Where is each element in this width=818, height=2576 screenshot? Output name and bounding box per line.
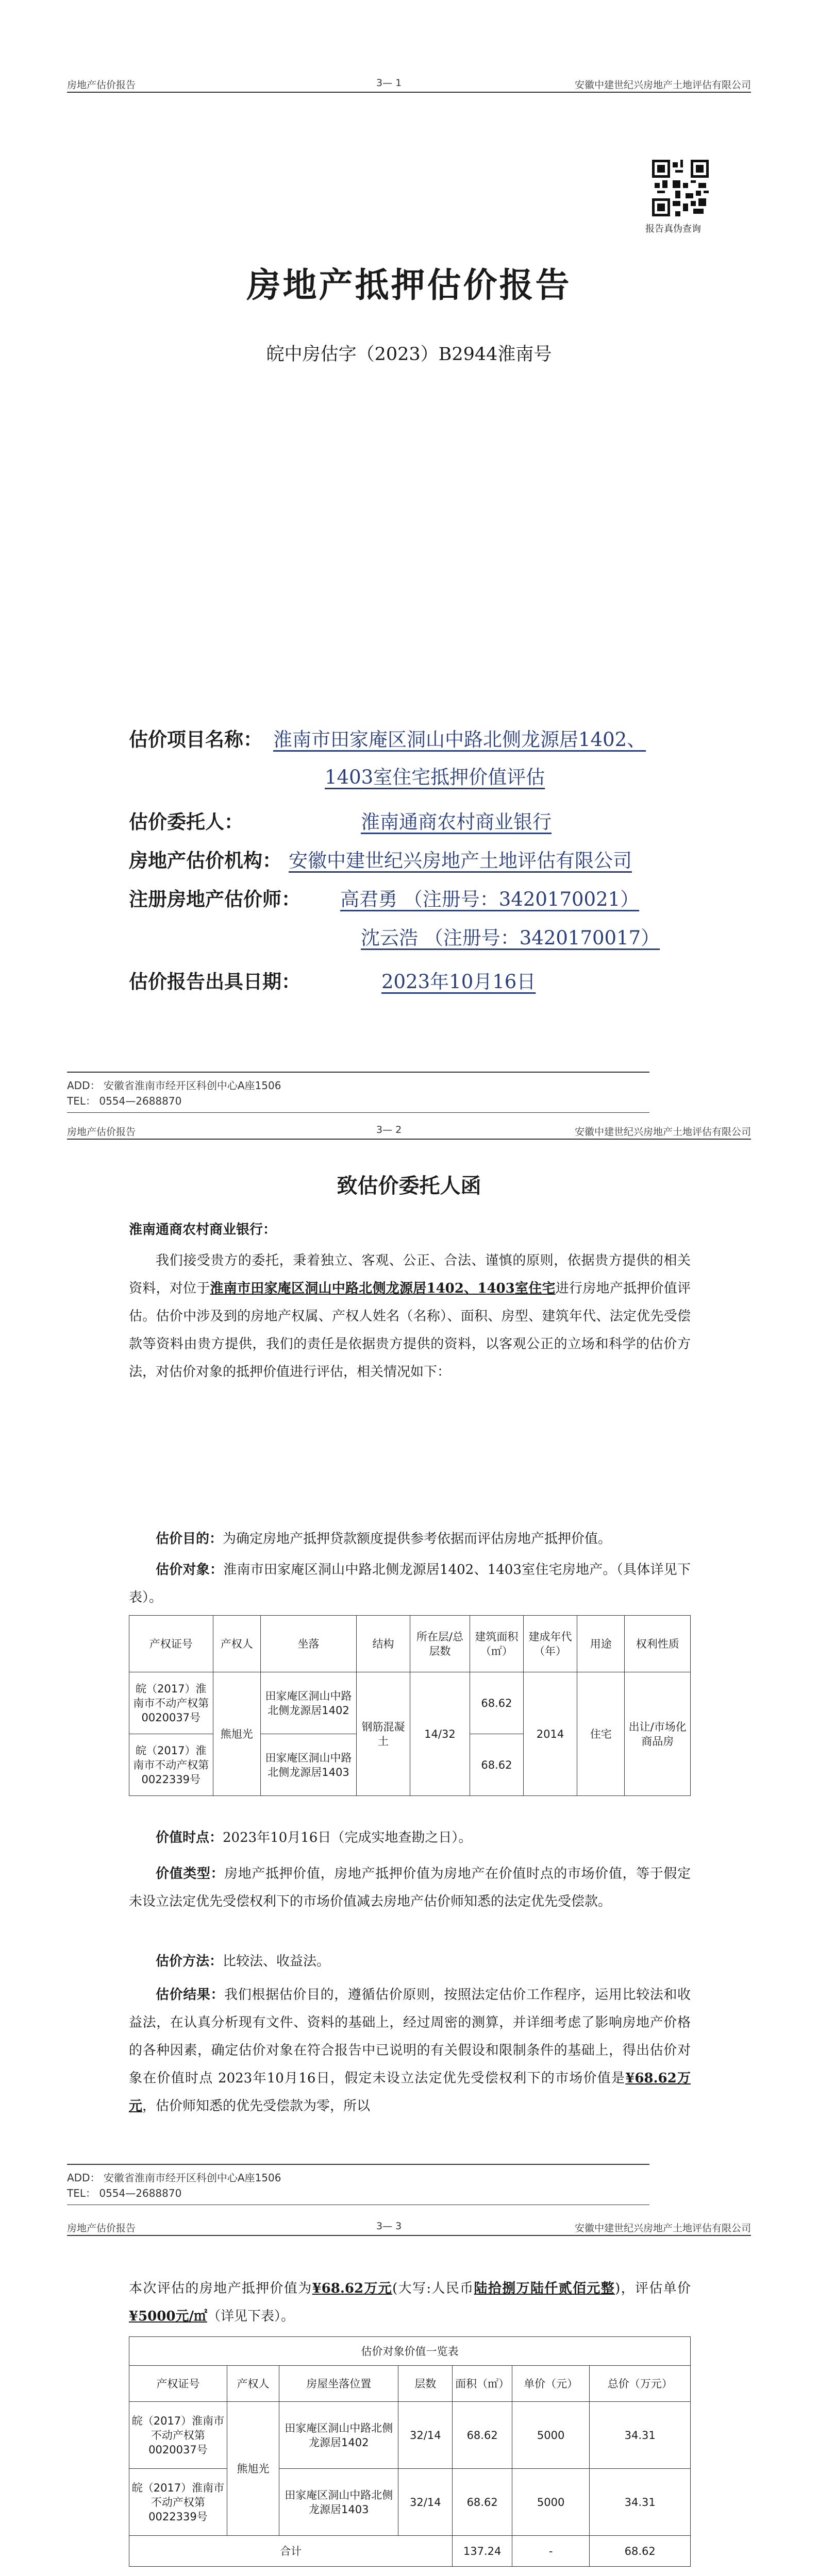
value-table-title: 估价对象价值一览表 — [129, 2337, 691, 2366]
header-page-number: 3— 1 — [376, 77, 402, 89]
header-company: 安徽中建世纪兴房地产土地评估有限公司 — [574, 2223, 751, 2234]
cell-cert: 皖（2017）淮南市不动产权第0020037号 — [129, 1672, 213, 1734]
footer-address: ADD： 安徽省淮南市经开区科创中心A座1506 — [67, 1079, 281, 1092]
cell-sum-total: 68.62 — [590, 2536, 691, 2567]
document-number: 皖中房估字（2023）B2944淮南号 — [266, 344, 552, 365]
cell-sum-price: - — [512, 2536, 590, 2567]
th-location: 房屋坐落位置 — [279, 2366, 398, 2402]
cell-price: 5000 — [512, 2402, 590, 2469]
cell-cert: 皖（2017）淮南市不动产权第0022339号 — [129, 1734, 213, 1796]
header-company: 安徽中建世纪兴房地产土地评估有限公司 — [574, 1126, 751, 1138]
th-area: 建筑面积（㎡） — [470, 1616, 523, 1672]
agency-value: 安徽中建世纪兴房地产土地评估有限公司 — [289, 850, 632, 872]
result-value: ¥68.62万元 — [129, 2071, 691, 2114]
th-nature: 权利性质 — [625, 1616, 691, 1672]
date-label: 估价报告出具日期： — [129, 970, 301, 993]
value-summary-paragraph: 本次评估的房地产抵押价值为¥68.62万元(大写:人民币陆拾捌万陆仟贰佰元整)，评估单价¥5000元/㎡（详见下表）。 — [129, 2281, 691, 2324]
page-header — [67, 2219, 751, 2236]
cell-floor: 32/14 — [398, 2402, 453, 2469]
cell-location: 田家庵区洞山中路北侧龙源居1402 — [279, 2402, 398, 2469]
cell-owner: 熊旭光 — [213, 1672, 260, 1796]
th-price: 单价（元） — [512, 2366, 590, 2402]
th-cert: 产权证号 — [129, 2366, 227, 2402]
property-location: 淮南市田家庵区洞山中路北侧龙源居1402、1403室住宅 — [210, 1281, 556, 1296]
appraiser-2: 沈云浩 （注册号：3420170017） — [361, 927, 660, 949]
header-left: 房地产估价报告 — [67, 79, 136, 91]
cell-nature: 出让/市场化商品房 — [625, 1672, 691, 1796]
qr-label: 报告真伪查询 — [645, 224, 701, 234]
purpose-paragraph: 估价目的：为确定房地产抵押贷款额度提供参考依据而评估房地产抵押价值。 — [156, 1531, 612, 1547]
page-header — [67, 1123, 751, 1140]
th-floor: 层数 — [398, 2366, 453, 2402]
th-owner: 产权人 — [213, 1616, 260, 1672]
object-paragraph: 估价对象：淮南市田家庵区洞山中路北侧龙源居1402、1403室住宅房地产。（具体详见下表）。 — [129, 1562, 691, 1605]
client-label: 估价委托人： — [129, 810, 243, 833]
cell-floor: 14/32 — [410, 1672, 470, 1796]
project-value-line2: 1403室住宅抵押价值评估 — [325, 766, 545, 788]
cell-sum-area: 137.24 — [453, 2536, 512, 2567]
cell-floor: 32/14 — [398, 2469, 453, 2536]
th-structure: 结构 — [356, 1616, 410, 1672]
cell-owner: 熊旭光 — [227, 2402, 279, 2536]
table-row — [129, 1672, 691, 1734]
cell-cert: 皖（2017）淮南市不动产权第0020037号 — [129, 2402, 227, 2469]
page-footer — [67, 1072, 649, 1109]
table-sum-row — [129, 2536, 691, 2567]
cell-area: 68.62 — [470, 1734, 523, 1796]
method-paragraph: 估价方法：比较法、收益法。 — [156, 1954, 330, 1969]
header-left: 房地产估价报告 — [67, 2223, 136, 2234]
page-footer — [67, 2164, 649, 2201]
result-paragraph: 估价结果：我们根据估价目的，遵循估价原则，按照法定估价工作程序，运用比较法和收益法，在认真分析现有文件、资料的基础上，经过周密的测算，并详细考虑了影响房地产价格的各种因素，确定估价对象在符合报告中已说明的有关假设和限制条件的基础上，得出估价对象在价值时点 2023年10月16日，假定未设立法定优先受偿权利下的市场价值是¥68.62万元，估价师知悉的优先受偿款为零，所以 — [129, 1987, 691, 2114]
th-cert: 产权证号 — [129, 1616, 213, 1672]
unit-price: ¥5000元/㎡ — [129, 2309, 207, 2324]
client-value: 淮南通商农村商业银行 — [361, 811, 552, 833]
project-value-line1: 淮南市田家庵区洞山中路北侧龙源居1402、 — [273, 728, 646, 751]
table-row — [129, 2402, 691, 2469]
table-row — [129, 2469, 691, 2536]
cell-cert: 皖（2017）淮南市不动产权第0022339号 — [129, 2469, 227, 2536]
cell-sum-label: 合计 — [129, 2536, 453, 2567]
th-area: 面积（㎡） — [453, 2366, 512, 2402]
footer-address: ADD： 安徽省淮南市经开区科创中心A座1506 — [67, 2172, 281, 2184]
cell-use: 住宅 — [577, 1672, 625, 1796]
cell-total: 34.31 — [590, 2469, 691, 2536]
letter-title: 致估价委托人函 — [337, 1174, 481, 1198]
value-date-paragraph: 价值时点：2023年10月16日（完成实地查勘之日）。 — [156, 1830, 472, 1845]
letter-paragraph-1: 我们接受贵方的委托，秉着独立、客观、公正、合法、谨慎的原则，依据贵方提供的相关资料，对位于淮南市田家庵区洞山中路北侧龙源居1402、1403室住宅进行房地产抵押价值评估。估价中涉及到的房地产权属、产权人姓名（名称）、面积、房型、建筑年代、法定优先受偿款等资料由贵方提供，我们的责任是依据贵方提供的资料，以客观公正的立场和科学的估价方法，对估价对象的抵押价值进行评估，相关情况如下： — [129, 1253, 691, 1380]
project-label: 估价项目名称： — [129, 728, 262, 751]
footer-tel: TEL： 0554—2688870 — [67, 2187, 182, 2199]
agency-label: 房地产估价机构： — [129, 849, 281, 872]
property-table — [129, 1615, 691, 1796]
cell-area: 68.62 — [453, 2469, 512, 2536]
value-table — [129, 2336, 691, 2567]
cell-area: 68.62 — [453, 2402, 512, 2469]
appraiser-label: 注册房地产估价师： — [129, 888, 301, 910]
value-chinese: 陆拾捌万陆仟贰佰元整 — [474, 2281, 615, 2296]
cell-location: 田家庵区洞山中路北侧龙源居1402 — [260, 1672, 356, 1734]
th-owner: 产权人 — [227, 2366, 279, 2402]
value-number: ¥68.62万元 — [312, 2281, 393, 2296]
th-use: 用途 — [577, 1616, 625, 1672]
cell-location: 田家庵区洞山中路北侧龙源居1403 — [279, 2469, 398, 2536]
th-year: 建成年代（年） — [523, 1616, 577, 1672]
report-title: 房地产抵押估价报告 — [246, 265, 572, 305]
footer-tel: TEL： 0554—2688870 — [67, 1095, 182, 1107]
letter-addressee: 淮南通商农村商业银行： — [129, 1222, 277, 1238]
th-floor: 所在层/总层数 — [410, 1616, 470, 1672]
header-left: 房地产估价报告 — [67, 1126, 136, 1138]
qr-code-icon[interactable] — [652, 160, 709, 216]
cell-total: 34.31 — [590, 2402, 691, 2469]
date-value: 2023年10月16日 — [381, 971, 536, 993]
cell-year: 2014 — [523, 1672, 577, 1796]
th-total: 总价（万元） — [590, 2366, 691, 2402]
th-location: 坐落 — [260, 1616, 356, 1672]
header-company: 安徽中建世纪兴房地产土地评估有限公司 — [574, 79, 751, 91]
appraiser-1: 高君勇 （注册号：3420170021） — [340, 888, 640, 910]
cell-area: 68.62 — [470, 1672, 523, 1734]
cell-location: 田家庵区洞山中路北侧龙源居1403 — [260, 1734, 356, 1796]
value-type-paragraph: 价值类型：房地产抵押价值，房地产抵押价值为房地产在价值时点的市场价值，等于假定未设立法定优先受偿权利下的市场价值减去房地产估价师知悉的法定优先受偿款。 — [129, 1866, 691, 1909]
page-header — [67, 76, 751, 93]
header-page-number: 3— 2 — [376, 1124, 402, 1136]
header-page-number: 3— 3 — [376, 2221, 402, 2232]
cell-structure: 钢筋混凝土 — [356, 1672, 410, 1796]
cell-price: 5000 — [512, 2469, 590, 2536]
